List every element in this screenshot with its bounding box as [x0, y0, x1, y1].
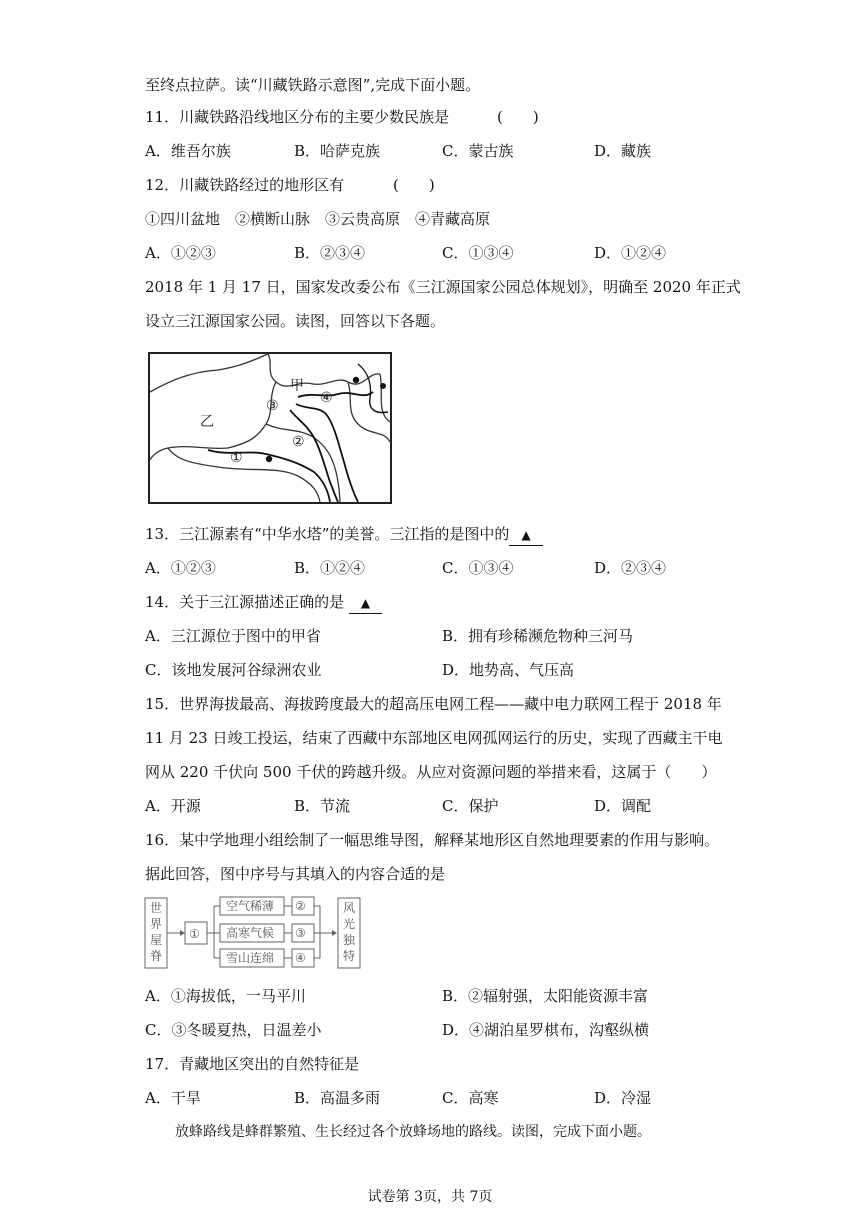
q12-answer-paren: ( ): [393, 176, 435, 194]
q12-option-c: C．①③④: [442, 244, 514, 262]
q12-stem-text: 12．川藏铁路经过的地形区有: [145, 176, 345, 194]
q12-option-a: A．①②③: [145, 244, 216, 262]
q16-option-d: D．④湖泊星罗棋布，沟壑纵横: [442, 1021, 650, 1039]
q15-line3: 网从 220 千伏向 500 千伏的跨越升级。从应对资源问题的举措来看，这属于（ ）: [145, 763, 717, 781]
mindmap-node-1: ①: [189, 927, 200, 941]
mind-map-diagram: [144, 894, 364, 972]
map-label-yi: 乙: [200, 414, 214, 430]
q14-option-b: B．拥有珍稀濒危物种三河马: [442, 627, 634, 645]
q11-option-c: C．蒙古族: [442, 142, 514, 160]
q12-stem: [145, 175, 435, 195]
q14-option-c: C．该地发展河谷绿洲农业: [145, 661, 322, 679]
q16-line2: 据此回答，图中序号与其填入的内容合适的是: [145, 865, 446, 883]
q14-stem-text: 14．关于三江源描述正确的是: [145, 593, 345, 611]
q16-line1: 16．某中学地理小组绘制了一幅思维导图，解释某地形区自然地理要素的作用与影响。: [145, 831, 720, 849]
mindmap-row-3-num: ④: [295, 951, 306, 965]
q11-answer-paren: ( ): [497, 108, 539, 126]
q13-option-b: B．①②④: [294, 559, 366, 577]
mindmap-left-1: 世: [150, 901, 163, 915]
mindmap-right-2: 光: [343, 917, 356, 931]
q15-line2: 11 月 23 日竣工投运，结束了西藏中东部地区电网孤网运行的历史，实现了西藏主干电: [145, 729, 723, 747]
last-passage-line: 放蜂路线是蜂群繁殖、生长经过各个放蜂场地的路线。读图，完成下面小题。: [175, 1124, 651, 1140]
q17-stem: 17．青藏地区突出的自然特征是: [145, 1055, 360, 1073]
q11-option-a: A．维吾尔族: [145, 142, 231, 160]
q17-option-d: D．冷湿: [594, 1089, 652, 1107]
q12-option-b: B．②③④: [294, 244, 366, 262]
q11-stem-text: 11．川藏铁路沿线地区分布的主要少数民族是: [145, 108, 450, 126]
map-marker-2: ②: [292, 434, 305, 450]
passage2-line1: 2018 年 1 月 17 日，国家发改委公布《三江源国家公园总体规划》，明确至 2020 年正式: [145, 278, 741, 296]
q13-stem-text: 13．三江源素有“中华水塔”的美誉。三江指的是图中的: [145, 525, 510, 543]
q13-option-d: D．②③④: [594, 559, 667, 577]
map-marker-1: ①: [230, 450, 243, 466]
q11-stem: [145, 107, 539, 127]
q15-line1: 15．世界海拔最高、海拔跨度最大的超高压电网工程——藏中电力联网工程于 2018 年: [145, 695, 722, 713]
passage2-line2: 设立三江源国家公园。读图，回答以下各题。: [145, 312, 446, 330]
q13-stem: [145, 524, 543, 546]
mindmap-row-2-text: 高寒气候: [226, 926, 275, 940]
mindmap-left-4: 脊: [150, 949, 163, 963]
mindmap-left-3: 屋: [150, 933, 163, 947]
mindmap-row-3-text: 雪山连绵: [226, 951, 275, 965]
q12-items: ①四川盆地 ②横断山脉 ③云贵高原 ④青藏高原: [145, 210, 491, 228]
mindmap-left-2: 界: [150, 917, 163, 931]
q15-option-d: D．调配: [594, 797, 652, 815]
mindmap-right-4: 特: [343, 949, 356, 963]
q11-option-b: B．哈萨克族: [294, 142, 381, 160]
q14-option-a: A．三江源位于图中的甲省: [145, 627, 321, 645]
q17-option-c: C．高寒: [442, 1089, 499, 1107]
q16-option-a: A．①海拔低，一马平川: [145, 987, 306, 1005]
q15-option-a: A．开源: [145, 797, 201, 815]
q11-option-d: D．藏族: [594, 142, 652, 160]
q14-option-d: D．地势高、气压高: [442, 661, 575, 679]
q17-option-b: B．高温多雨: [294, 1089, 381, 1107]
q14-stem: [145, 592, 382, 614]
map-marker-4: ④: [320, 390, 333, 406]
mindmap-row-2-num: ③: [295, 926, 306, 940]
q16-option-b: B．②辐射强，太阳能资源丰富: [442, 987, 649, 1005]
sanjiangyuan-map: [148, 352, 392, 504]
q12-option-d: D．①②④: [594, 244, 667, 262]
q15-option-c: C．保护: [442, 797, 499, 815]
q17-option-a: A．干旱: [145, 1089, 201, 1107]
q14-answer-blank: ▲: [349, 593, 382, 614]
q15-option-b: B．节流: [294, 797, 351, 815]
q13-option-c: C．①③④: [442, 559, 514, 577]
mindmap-right-3: 独: [343, 933, 356, 947]
map-label-jia: 甲: [290, 378, 304, 394]
mindmap-row-1-text: 空气稀薄: [226, 899, 275, 913]
mindmap-right-1: 风: [343, 901, 356, 915]
q16-option-c: C．③冬暖夏热，日温差小: [145, 1021, 322, 1039]
mindmap-row-1-num: ②: [295, 899, 306, 913]
q13-option-a: A．①②③: [145, 559, 216, 577]
q13-answer-blank: ▲: [509, 525, 542, 546]
page-footer: 试卷第 3页，共 7页: [367, 1189, 493, 1205]
map-marker-3: ③: [266, 398, 279, 414]
intro-line: 至终点拉萨。读“川藏铁路示意图”,完成下面小题。: [145, 76, 481, 94]
